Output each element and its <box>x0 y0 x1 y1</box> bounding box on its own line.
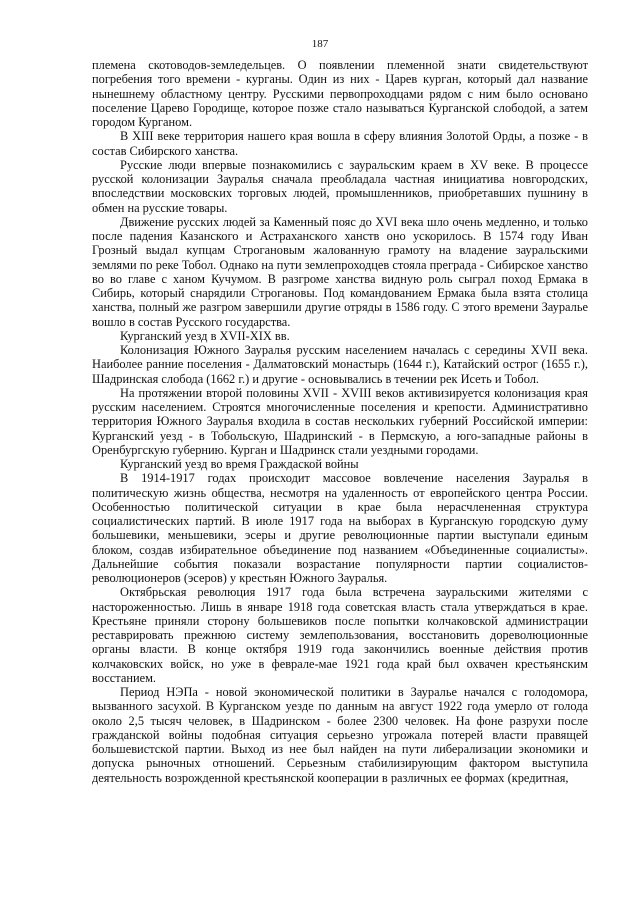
paragraph: Русские люди впервые познакомились с зауральским краем в XV веке. В процессе русской колонизации Зауралья сначала преобладала частная инициатива новгородских, впоследствии московских торговых людей, промышленников, приобретавших пушнину в обмен на русские товары. <box>92 157 588 215</box>
page-text <box>92 58 588 785</box>
paragraph: На протяжении второй половины XVII - XVIII веков активизируется колонизация края русским населением. Строятся многочисленные поселения и крепости. Административно территория Южного Зауралья входила в состав нескольких губерний Российской империи: Курганский уезд - в Тобольскую, Шадринский - в Пермскую, а юго-западные районы в Оренбургскую губернию. Курган и Шадринск стали уездными городами. <box>92 385 588 457</box>
section-heading: Курганский уезд в XVII-XIX вв. <box>120 328 290 343</box>
paragraph: Движение русских людей за Каменный пояс до XVI века шло очень медленно, и только после падения Казанского и Астраханского ханств оно ускорилось. В 1574 году Иван Грозный выдал купцам Строгановым жалованную грамоту на владение зауральскими землями по реке Тобол. Однако на пути землепроходцев стояла преграда - Сибирское ханство во во главе с ханом Кучумом. В разгроме ханства видную роль сыграл поход Ермака в Сибирь, который снарядили Строгановы. Под командованием Ермака была взята столица ханства, полный же разгром завершили другие отряды в 1586 году. С этого времени Зауралье вошло в состав Русского государства. <box>92 214 588 329</box>
paragraph: Колонизация Южного Зауралья русским населением началась с середины XVII века. Наиболее ранние поселения - Далматовский монастырь (1644 г.), Катайский острог (1655 г.), Шадринская слобода (1662 г.) и другие - основывались в течении рек Исеть и Тобол. <box>92 343 588 386</box>
page-number: 187 <box>311 38 329 50</box>
section-heading: Курганский уезд во время Граждаской войны <box>120 457 359 471</box>
paragraph: Октябрьская революция 1917 года была встречена зауральскими жителями с настороженностью. Лишь в январе 1918 года советская власть стала утверждаться в крае. Крестьяне приняли сторону большевиков после попытки колчаковской администрации реставрировать прежнюю систему землепользования, восстановить дореволюционные органы власти. В конце октября 1919 года закончились военные действия против колчаковских войск, но уже в феврале-мае 1921 года край был охвачен крестьянским восстанием. <box>92 585 588 685</box>
paragraph: Период НЭПа - новой экономической политики в Зауралье начался с голодомора, вызванного засухой. В Курганском уезде по данным на август 1922 года умерло от голода около 2,5 тысяч человек, в Шадринском - более 2300 человек. На фоне разрухи после гражданской войны подобная ситуация серьезно угрожала потерей власти правящей большевистской партии. Выход из нее был найден на пути либерализации экономики и допуска рыночных отношений. Серьезным стабилизирующим фактором выступила деятельность возрожденной крестьянской кооперации в различных ее формах (кредитная, <box>92 685 588 785</box>
paragraph: В 1914-1917 годах происходит массовое вовлечение населения Зауралья в политическую жизнь общества, несмотря на удаленность от европейского центра России. Особенностью политической ситуации в крае была нерасчлененная структура социалистических партий. В июле 1917 года на выборах в Курганскую городскую думу большевики, меньшевики, эсеры и другие революционные партии выступали единым блоком, создав избирательное объединение под названием «Объединенные социалисты». Дальнейшие события показали возрастание популярности партии социалистов-революционеров (эсеров) у крестьян Южного Зауралья. <box>92 471 588 585</box>
paragraph: В XIII веке территория нашего края вошла в сферу влияния Золотой Орды, а позже - в состав Сибирского ханства. <box>92 129 588 158</box>
paragraph: племена скотоводов-земледельцев. О появлении племенной знати свидетельствуют погребения того времени - курганы. Один из них - Царев курган, который дал название нынешнему областному центру. Русскими первопроходцами рядом с ним было основано поселение Царево Городище, которое позже стало называться Курганской слободой, а затем городом Курганом. <box>92 58 588 129</box>
